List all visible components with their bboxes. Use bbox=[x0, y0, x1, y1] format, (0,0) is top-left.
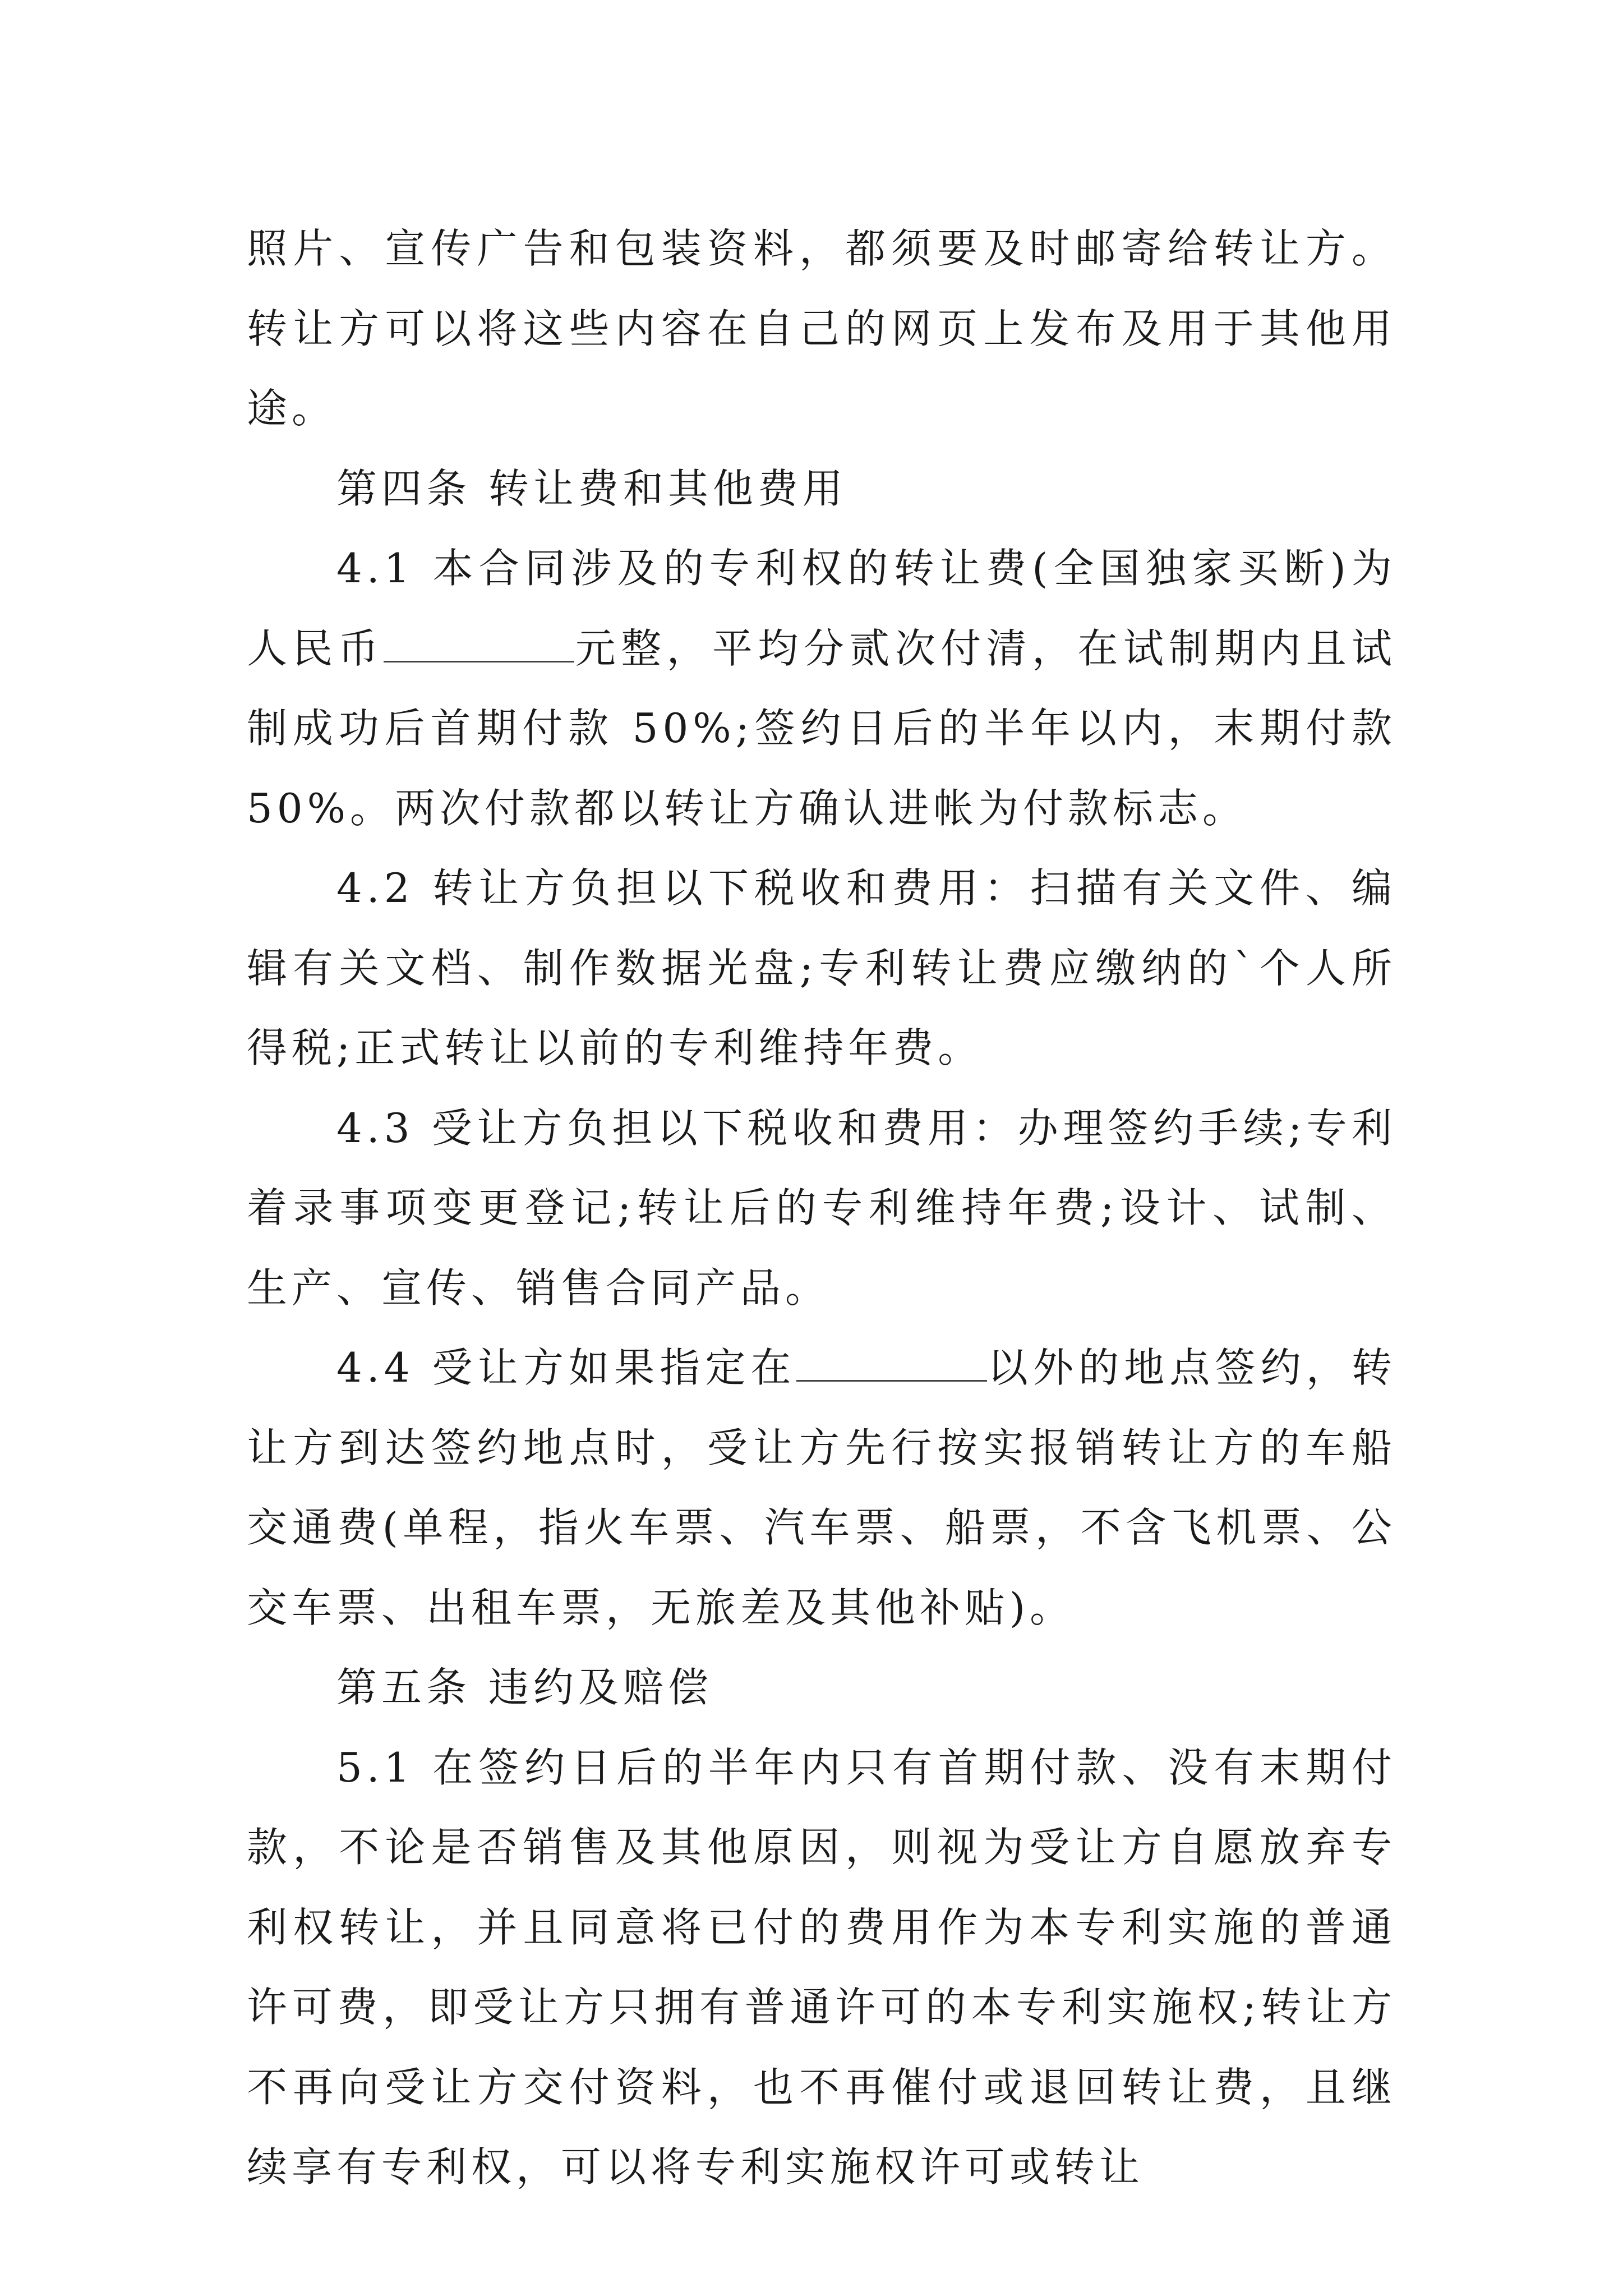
clause-4-4-text-start: 4.4 受让方如果指定在 bbox=[336, 1344, 796, 1391]
clause-4-3: 4.3 受让方负担以下税收和费用：办理签约手续;专利着录事项变更登记;转让后的专利维持年费;设计、试制、生产、宣传、销售合同产品。 bbox=[247, 1104, 1396, 1312]
document-body bbox=[247, 209, 1396, 2207]
clause-4-1-text-start: 4.1 本合同涉及的专利权的转让费(全国独家买断)为人民币 bbox=[247, 545, 1396, 672]
clause-4-4 bbox=[247, 1328, 1396, 1648]
location-blank-field bbox=[796, 1346, 987, 1382]
clause-5-1: 5.1 在签约日后的半年内只有首期付款、没有末期付款，不论是否销售及其他原因，则视为受让方自愿放弃专利权转让，并且同意将已付的费用作为本专利实施的普通许可费，即受让方只拥有普通许可的本专利实施权;转让方不再向受让方交付资料，也不再催付或退回转让费，且继续享有专利权，可以将专利实施权许可或转让 bbox=[247, 1743, 1396, 2191]
section-heading-article-5: 第五条 违约及赔偿 bbox=[336, 1664, 713, 1711]
clause-4-2: 4.2 转让方负担以下税收和费用：扫描有关文件、编辑有关文档、制作数据光盘;专利转让费应缴纳的`个人所得税;正式转让以前的专利维持年费。 bbox=[247, 864, 1396, 1071]
paragraph-continued: 照片、宣传广告和包装资料，都须要及时邮寄给转让方。转让方可以将这些内容在自己的网页上发布及用于其他用途。 bbox=[247, 225, 1396, 432]
section-heading-article-4: 第四条 转让费和其他费用 bbox=[336, 464, 847, 512]
clause-4-4-text-end: 以外的地点签约，转让方到达签约地点时，受让方先行按实报销转让方的车船交通费(单程，指火车票、汽车票、船票，不含飞机票、公交车票、出租车票，无旅差及其他补贴)。 bbox=[247, 1344, 1396, 1631]
clause-4-1 bbox=[247, 528, 1396, 848]
amount-blank-field bbox=[384, 627, 574, 662]
clause-4-1-text-end: 元整，平均分贰次付清，在试制期内且试制成功后首期付款 50%;签约日后的半年以内，末期付款 50%。两次付款都以转让方确认进帐为付款标志。 bbox=[247, 624, 1396, 832]
